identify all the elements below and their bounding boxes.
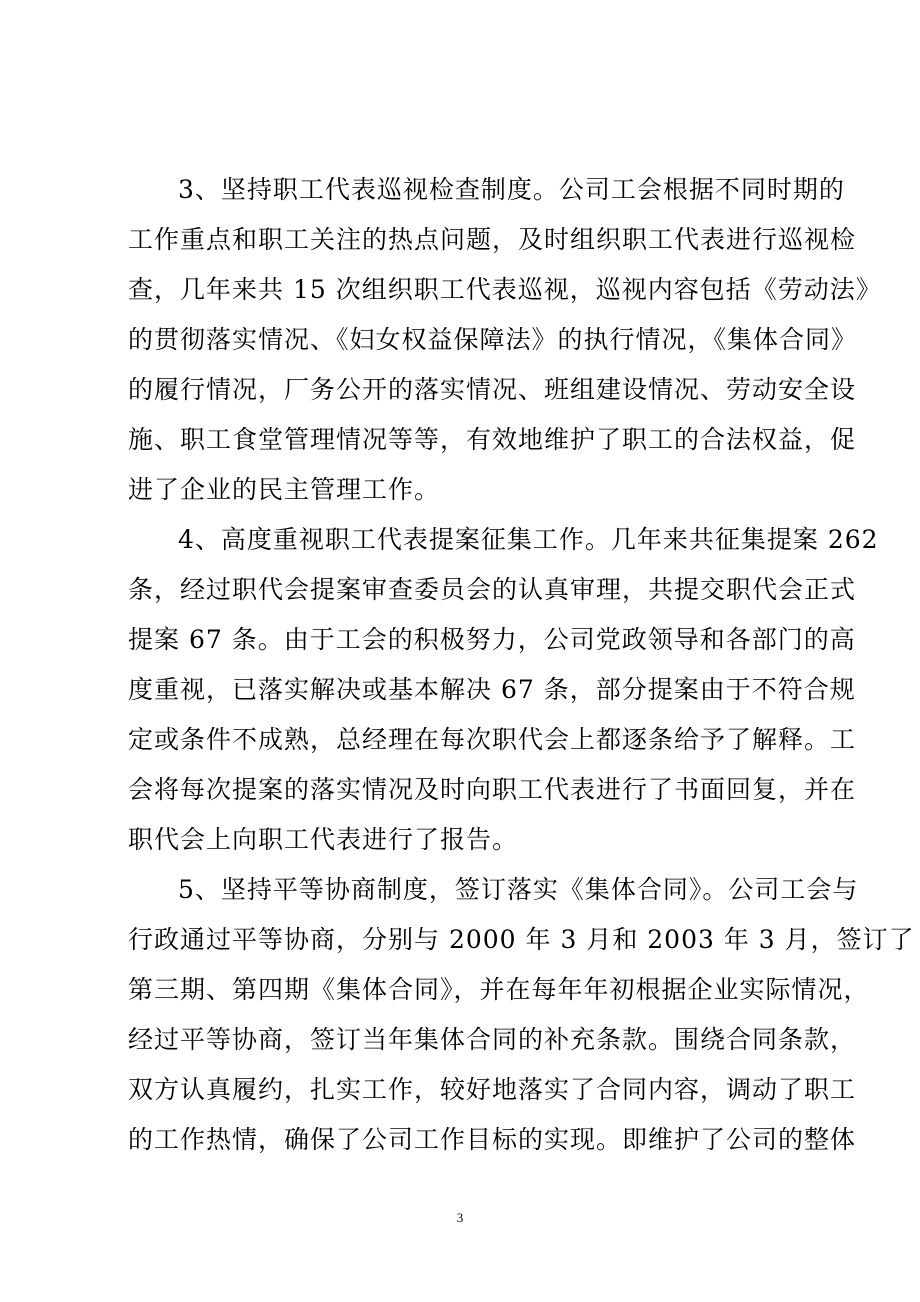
paragraph-3-line: 的贯彻落实情况、《妇女权益保障法》的执行情况，《集体合同》 bbox=[128, 325, 858, 354]
paragraph-4-line: 提案 67 条。由于工会的积极努力，公司党政领导和各部门的高 bbox=[128, 625, 856, 654]
paragraph-4-line: 度重视，已落实解决或基本解决 67 条，部分提案由于不符合规 bbox=[128, 675, 856, 704]
page-number: 3 bbox=[456, 1210, 464, 1225]
paragraph-4-line: 4、高度重视职工代表提案征集工作。几年来共征集提案 262 bbox=[178, 525, 879, 554]
paragraph-5-line: 的工作热情，确保了公司工作目标的实现。即维护了公司的整体 bbox=[128, 1125, 857, 1154]
paragraph-4-line: 定或条件不成熟，总经理在每次职代会上都逐条给予了解释。工 bbox=[128, 725, 857, 754]
paragraph-5-line: 第三期、第四期《集体合同》，并在每年年初根据企业实际情况， bbox=[128, 975, 870, 1004]
paragraph-3-line: 3、坚持职工代表巡视检查制度。公司工会根据不同时期的 bbox=[178, 175, 845, 204]
paragraph-3-line: 查，几年来共 15 次组织职工代表巡视，巡视内容包括《劳动法》 bbox=[128, 275, 882, 304]
paragraph-5-line: 双方认真履约，扎实工作，较好地落实了合同内容，调动了职工 bbox=[128, 1075, 857, 1104]
paragraph-4-line: 条，经过职代会提案审查委员会的认真审理，共提交职代会正式 bbox=[128, 575, 857, 604]
paragraph-5-line: 经过平等协商，签订当年集体合同的补充条款。围绕合同条款， bbox=[128, 1025, 857, 1054]
paragraph-3-line: 进了企业的民主管理工作。 bbox=[128, 475, 441, 504]
paragraph-3-line: 工作重点和职工关注的热点问题，及时组织职工代表进行巡视检 bbox=[128, 225, 857, 254]
paragraph-3-line: 施、职工食堂管理情况等等，有效地维护了职工的合法权益，促 bbox=[128, 425, 857, 454]
paragraph-3-line: 的履行情况，厂务公开的落实情况、班组建设情况、劳动安全设 bbox=[128, 375, 857, 404]
paragraph-5-line: 5、坚持平等协商制度，签订落实《集体合同》。公司工会与 bbox=[178, 875, 859, 904]
paragraph-4-line: 职代会上向职工代表进行了报告。 bbox=[128, 825, 519, 854]
paragraph-5-line: 行政通过平等协商，分别与 2000 年 3 月和 2003 年 3 月，签订了 bbox=[128, 925, 915, 954]
paragraph-4-line: 会将每次提案的落实情况及时向职工代表进行了书面回复，并在 bbox=[128, 775, 857, 804]
